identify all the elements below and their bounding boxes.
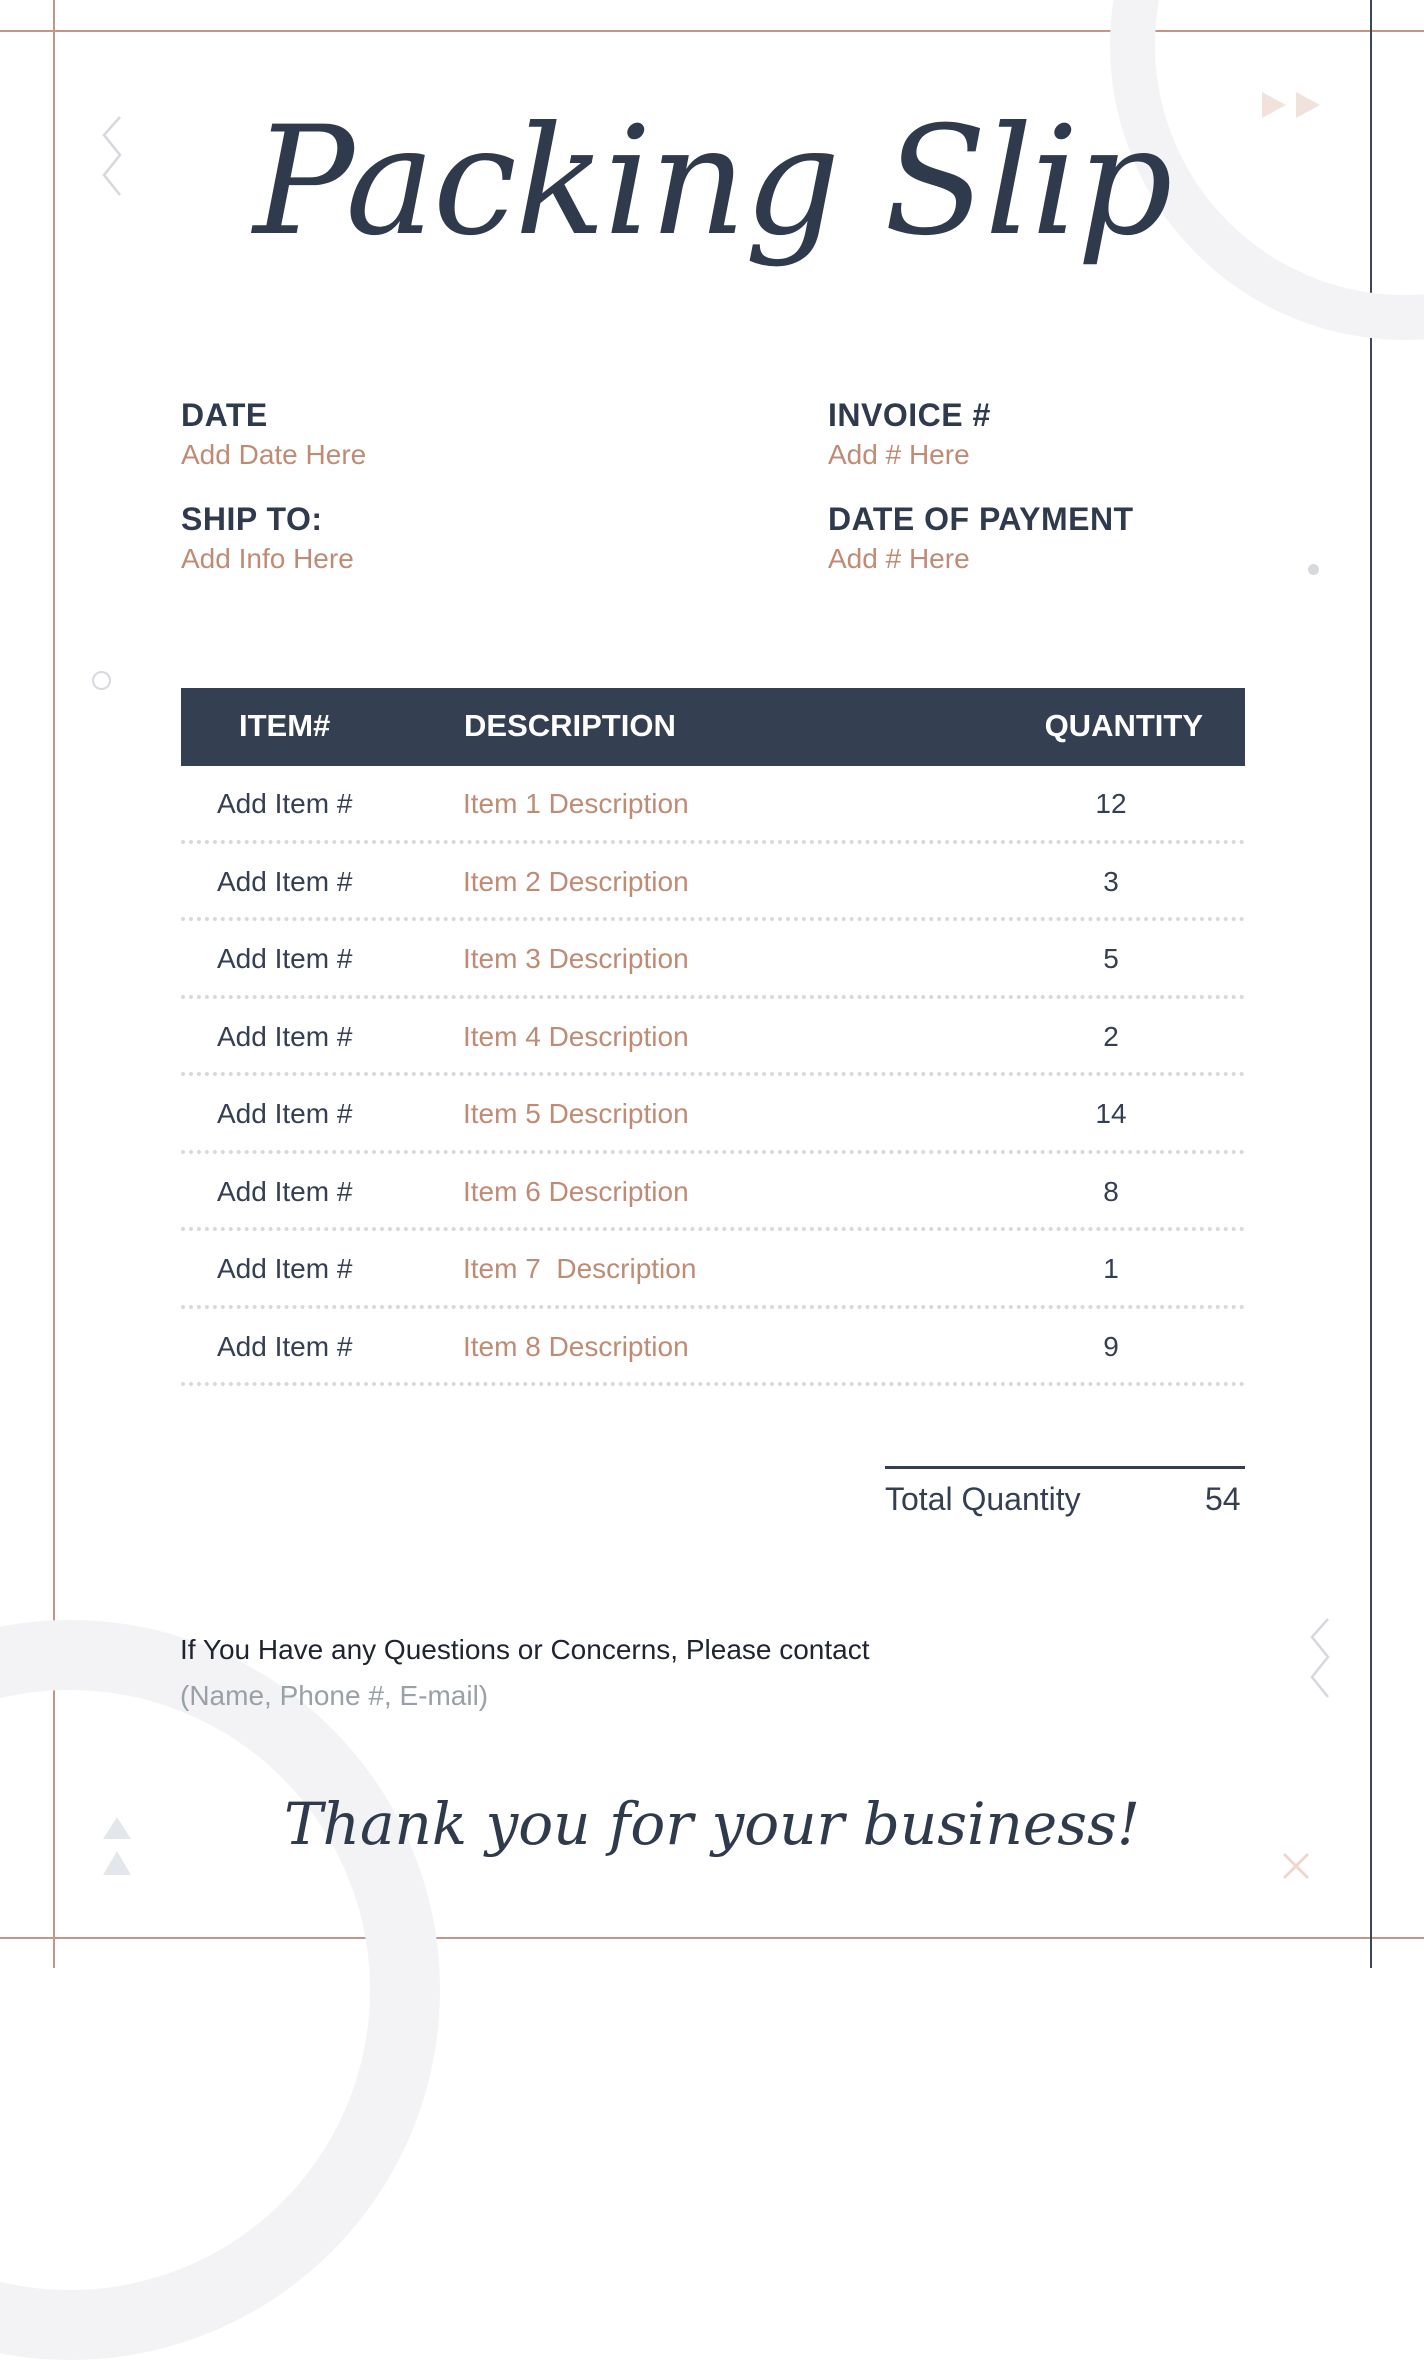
item-quantity: 9: [1103, 1330, 1119, 1362]
ship-to-label: SHIP TO:: [181, 501, 323, 537]
table-header: [181, 688, 1245, 766]
item-number: Add Item #: [217, 1175, 353, 1207]
header-quantity: QUANTITY: [1044, 708, 1203, 743]
table-row: [181, 1309, 1245, 1387]
item-quantity: 2: [1103, 1020, 1119, 1052]
contact-details: (Name, Phone #, E-mail): [180, 1680, 489, 1711]
date-label: DATE: [181, 397, 268, 433]
zigzag-icon: [1306, 1617, 1336, 1699]
item-description: Item 2 Description: [463, 865, 689, 897]
date-value: Add Date Here: [181, 439, 367, 470]
ring-icon: [92, 671, 111, 690]
table-row: [181, 1154, 1245, 1232]
page-title: Packing Slip: [253, 95, 1171, 269]
item-number: Add Item #: [217, 1253, 353, 1284]
decor-arc-bottom-left: [0, 1620, 440, 2360]
item-number: Add Item #: [217, 788, 353, 819]
payment-date-value: Add # Here: [828, 543, 970, 574]
header-item: ITEM#: [239, 708, 331, 743]
item-number: Add Item #: [217, 1098, 353, 1129]
item-description: Item 5 Description: [463, 1098, 689, 1129]
item-description: Item 4 Description: [463, 1020, 689, 1052]
thank-you-message: Thank you for your business!: [283, 1790, 1141, 1858]
table-row: [181, 844, 1245, 922]
invoice-label: INVOICE #: [828, 397, 991, 433]
table-row: [181, 1231, 1245, 1309]
payment-date-label: DATE OF PAYMENT: [828, 501, 1134, 537]
item-description: Item 1 Description: [463, 788, 689, 819]
items-table: [181, 688, 1245, 1386]
item-number: Add Item #: [217, 943, 353, 974]
table-row: [181, 921, 1245, 999]
item-description: Item 3 Description: [463, 943, 689, 974]
item-number: Add Item #: [217, 1330, 353, 1362]
total-quantity-value: 54: [1205, 1481, 1241, 1517]
ship-to-value: Add Info Here: [181, 543, 354, 574]
total-quantity-label: Total Quantity: [885, 1481, 1081, 1517]
item-quantity: 5: [1103, 943, 1119, 974]
total-divider: [885, 1466, 1245, 1469]
item-description: Item 7 Description: [463, 1253, 697, 1284]
item-quantity: 14: [1095, 1098, 1127, 1129]
contact-message: If You Have any Questions or Concerns, Please contact: [180, 1634, 870, 1665]
header-description: DESCRIPTION: [464, 708, 676, 743]
invoice-value: Add # Here: [828, 439, 970, 470]
item-quantity: 1: [1103, 1253, 1119, 1284]
table-row: [181, 1076, 1245, 1154]
item-number: Add Item #: [217, 1020, 353, 1052]
item-quantity: 3: [1103, 865, 1119, 897]
item-number: Add Item #: [217, 865, 353, 897]
item-quantity: 12: [1095, 788, 1127, 819]
item-quantity: 8: [1103, 1175, 1119, 1207]
table-row: [181, 766, 1245, 844]
item-description: Item 8 Description: [463, 1330, 689, 1362]
dot-icon: [1308, 564, 1319, 575]
item-description: Item 6 Description: [463, 1175, 689, 1207]
table-row: [181, 999, 1245, 1077]
